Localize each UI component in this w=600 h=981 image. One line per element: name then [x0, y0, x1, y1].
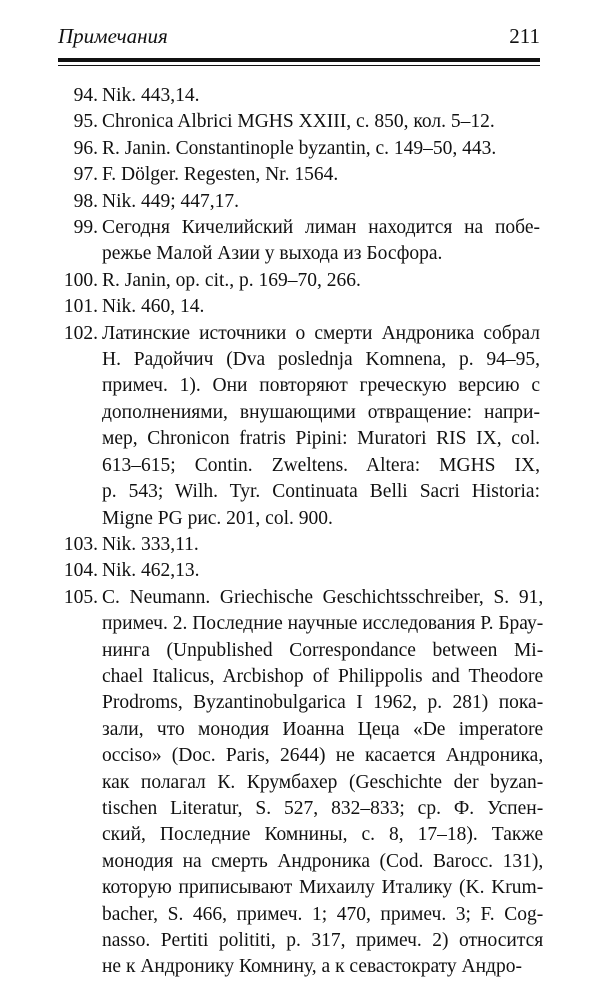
- endnote-line: Nik. 443,14.: [102, 85, 200, 106]
- header-rule-thick: [58, 58, 540, 62]
- endnote-line: bacher, S. 466, примеч. 1; 470, примеч. 3; F. Cog-: [102, 903, 544, 925]
- endnote: [58, 136, 540, 162]
- endnote-number: 94.: [73, 85, 98, 106]
- endnote-line: нинга (Unpublished Correspondance between Mi-: [102, 639, 544, 661]
- endnote-text: [102, 585, 543, 981]
- endnote-number: 96.: [73, 137, 98, 159]
- endnote-line: как полагал К. Крумбахер (Geschichte der byzan-: [102, 771, 544, 793]
- endnote-number: 104.: [63, 560, 98, 582]
- endnote-line: Nik. 449; 447,17.: [102, 190, 240, 212]
- endnote-line: зали, что монодия Иоанна Цеца «De imperatore: [102, 718, 544, 740]
- page-header: [58, 20, 540, 54]
- endnote: [58, 585, 544, 981]
- endnote-text: [102, 558, 540, 584]
- endnote-line: Сегодня Кичелийский лиман находится на побе-: [102, 217, 540, 239]
- endnote-text: [102, 268, 540, 294]
- header-rule-thin: [58, 65, 540, 66]
- endnote-number: 100.: [63, 269, 98, 291]
- endnote-line: Н. Радойчич (Dva poslednja Komnena, p. 94–95,: [102, 349, 540, 371]
- endnote: [58, 109, 540, 135]
- endnote-line: монодия на смерть Андроника (Cod. Barocc. 131),: [102, 850, 544, 872]
- endnote-line: R. Janin, op. cit., p. 169–70, 266.: [102, 269, 361, 291]
- endnote-number: 98.: [73, 190, 98, 212]
- endnote-text: [102, 109, 540, 135]
- endnote-line: не к Андронику Комнину, а к севастократу Андро-: [102, 956, 522, 978]
- endnote: [58, 189, 540, 215]
- endnote: [58, 532, 540, 558]
- endnote-line: Chronica Albrici MGHS XXIII, c. 850, кол. 5–12.: [102, 111, 495, 133]
- endnote-text: [102, 532, 540, 558]
- endnote: [58, 321, 540, 532]
- endnote-line: 613–615; Contin. Zweltens. Altera: MGHS IX,: [102, 454, 540, 476]
- endnote-number: 95.: [73, 111, 98, 133]
- endnote-number: 102.: [63, 322, 98, 344]
- endnote-text: [102, 321, 540, 532]
- endnote-line: Nik. 460, 14.: [102, 296, 205, 318]
- endnote-line: occiso» (Doc. Paris, 2644) не касается Андроника,: [102, 745, 544, 767]
- endnote-text: [102, 294, 540, 320]
- endnote-line: Prodroms, Byzantinobulgarica I 1962, p. 281) пока-: [102, 692, 544, 714]
- endnote-number: 97.: [73, 164, 98, 186]
- endnote-line: R. Janin. Constantinople byzantin, c. 149–50, 443.: [102, 137, 497, 159]
- endnotes-list: [58, 83, 544, 981]
- endnote: [58, 558, 540, 584]
- endnote-line: дополнениями, внушающими отвращение: напри-: [102, 401, 540, 423]
- page-number: 211: [509, 24, 540, 48]
- endnote-text: [102, 215, 540, 268]
- running-head: Примечания: [58, 24, 168, 48]
- endnote-line: nasso. Pertiti polititi, p. 317, примеч. 2) относится: [102, 930, 544, 951]
- endnote-line: chael Italicus, Arcbishop of Philippolis and Theodore: [102, 665, 544, 687]
- endnote-line: режье Малой Азии у выхода из Босфора.: [102, 243, 443, 265]
- endnote-line: Nik. 462,13.: [102, 560, 200, 582]
- endnote-text: [102, 136, 540, 162]
- endnote-line: Migne PG рис. 201, col. 900.: [102, 507, 333, 529]
- endnote-text: [102, 189, 540, 215]
- endnote-text: [102, 162, 540, 188]
- endnote: [58, 294, 540, 320]
- endnote-number: 103.: [63, 533, 98, 555]
- endnote-line: ский, Последние Комнины, с. 8, 17–18). Также: [102, 824, 544, 846]
- endnote: [58, 215, 540, 268]
- endnote: [58, 268, 540, 294]
- endnote-line: примеч. 2. Последние научные исследования Р. Брау-: [102, 613, 544, 635]
- endnote-text: [102, 83, 540, 109]
- endnote-number: 105.: [63, 586, 98, 608]
- endnote-line: которую приписывают Михаилу Италику (K. Krum-: [102, 877, 544, 899]
- endnote-line: Nik. 333,11.: [102, 533, 199, 555]
- endnote-line: C. Neumann. Griechische Geschichtsschreiber, S. 91,: [102, 586, 544, 608]
- endnote-number: 101.: [63, 296, 98, 318]
- endnote-line: примеч. 1). Они повторяют греческую версию с: [102, 375, 540, 397]
- endnote-number: 99.: [73, 217, 98, 239]
- endnote-line: Латинские источники о смерти Андроника собрал: [102, 322, 540, 344]
- endnote: [58, 83, 540, 109]
- endnote-line: F. Dölger. Regesten, Nr. 1564.: [102, 164, 339, 186]
- endnote-line: p. 543; Wilh. Tyr. Continuata Belli Sacri Historia:: [102, 481, 540, 503]
- endnote-line: tischen Literatur, S. 527, 832–833; ср. Ф. Успен-: [102, 797, 544, 819]
- endnote-line: мер, Chronicon fratris Pipini: Muratori RIS IX, col.: [102, 428, 540, 450]
- endnote: [58, 162, 540, 188]
